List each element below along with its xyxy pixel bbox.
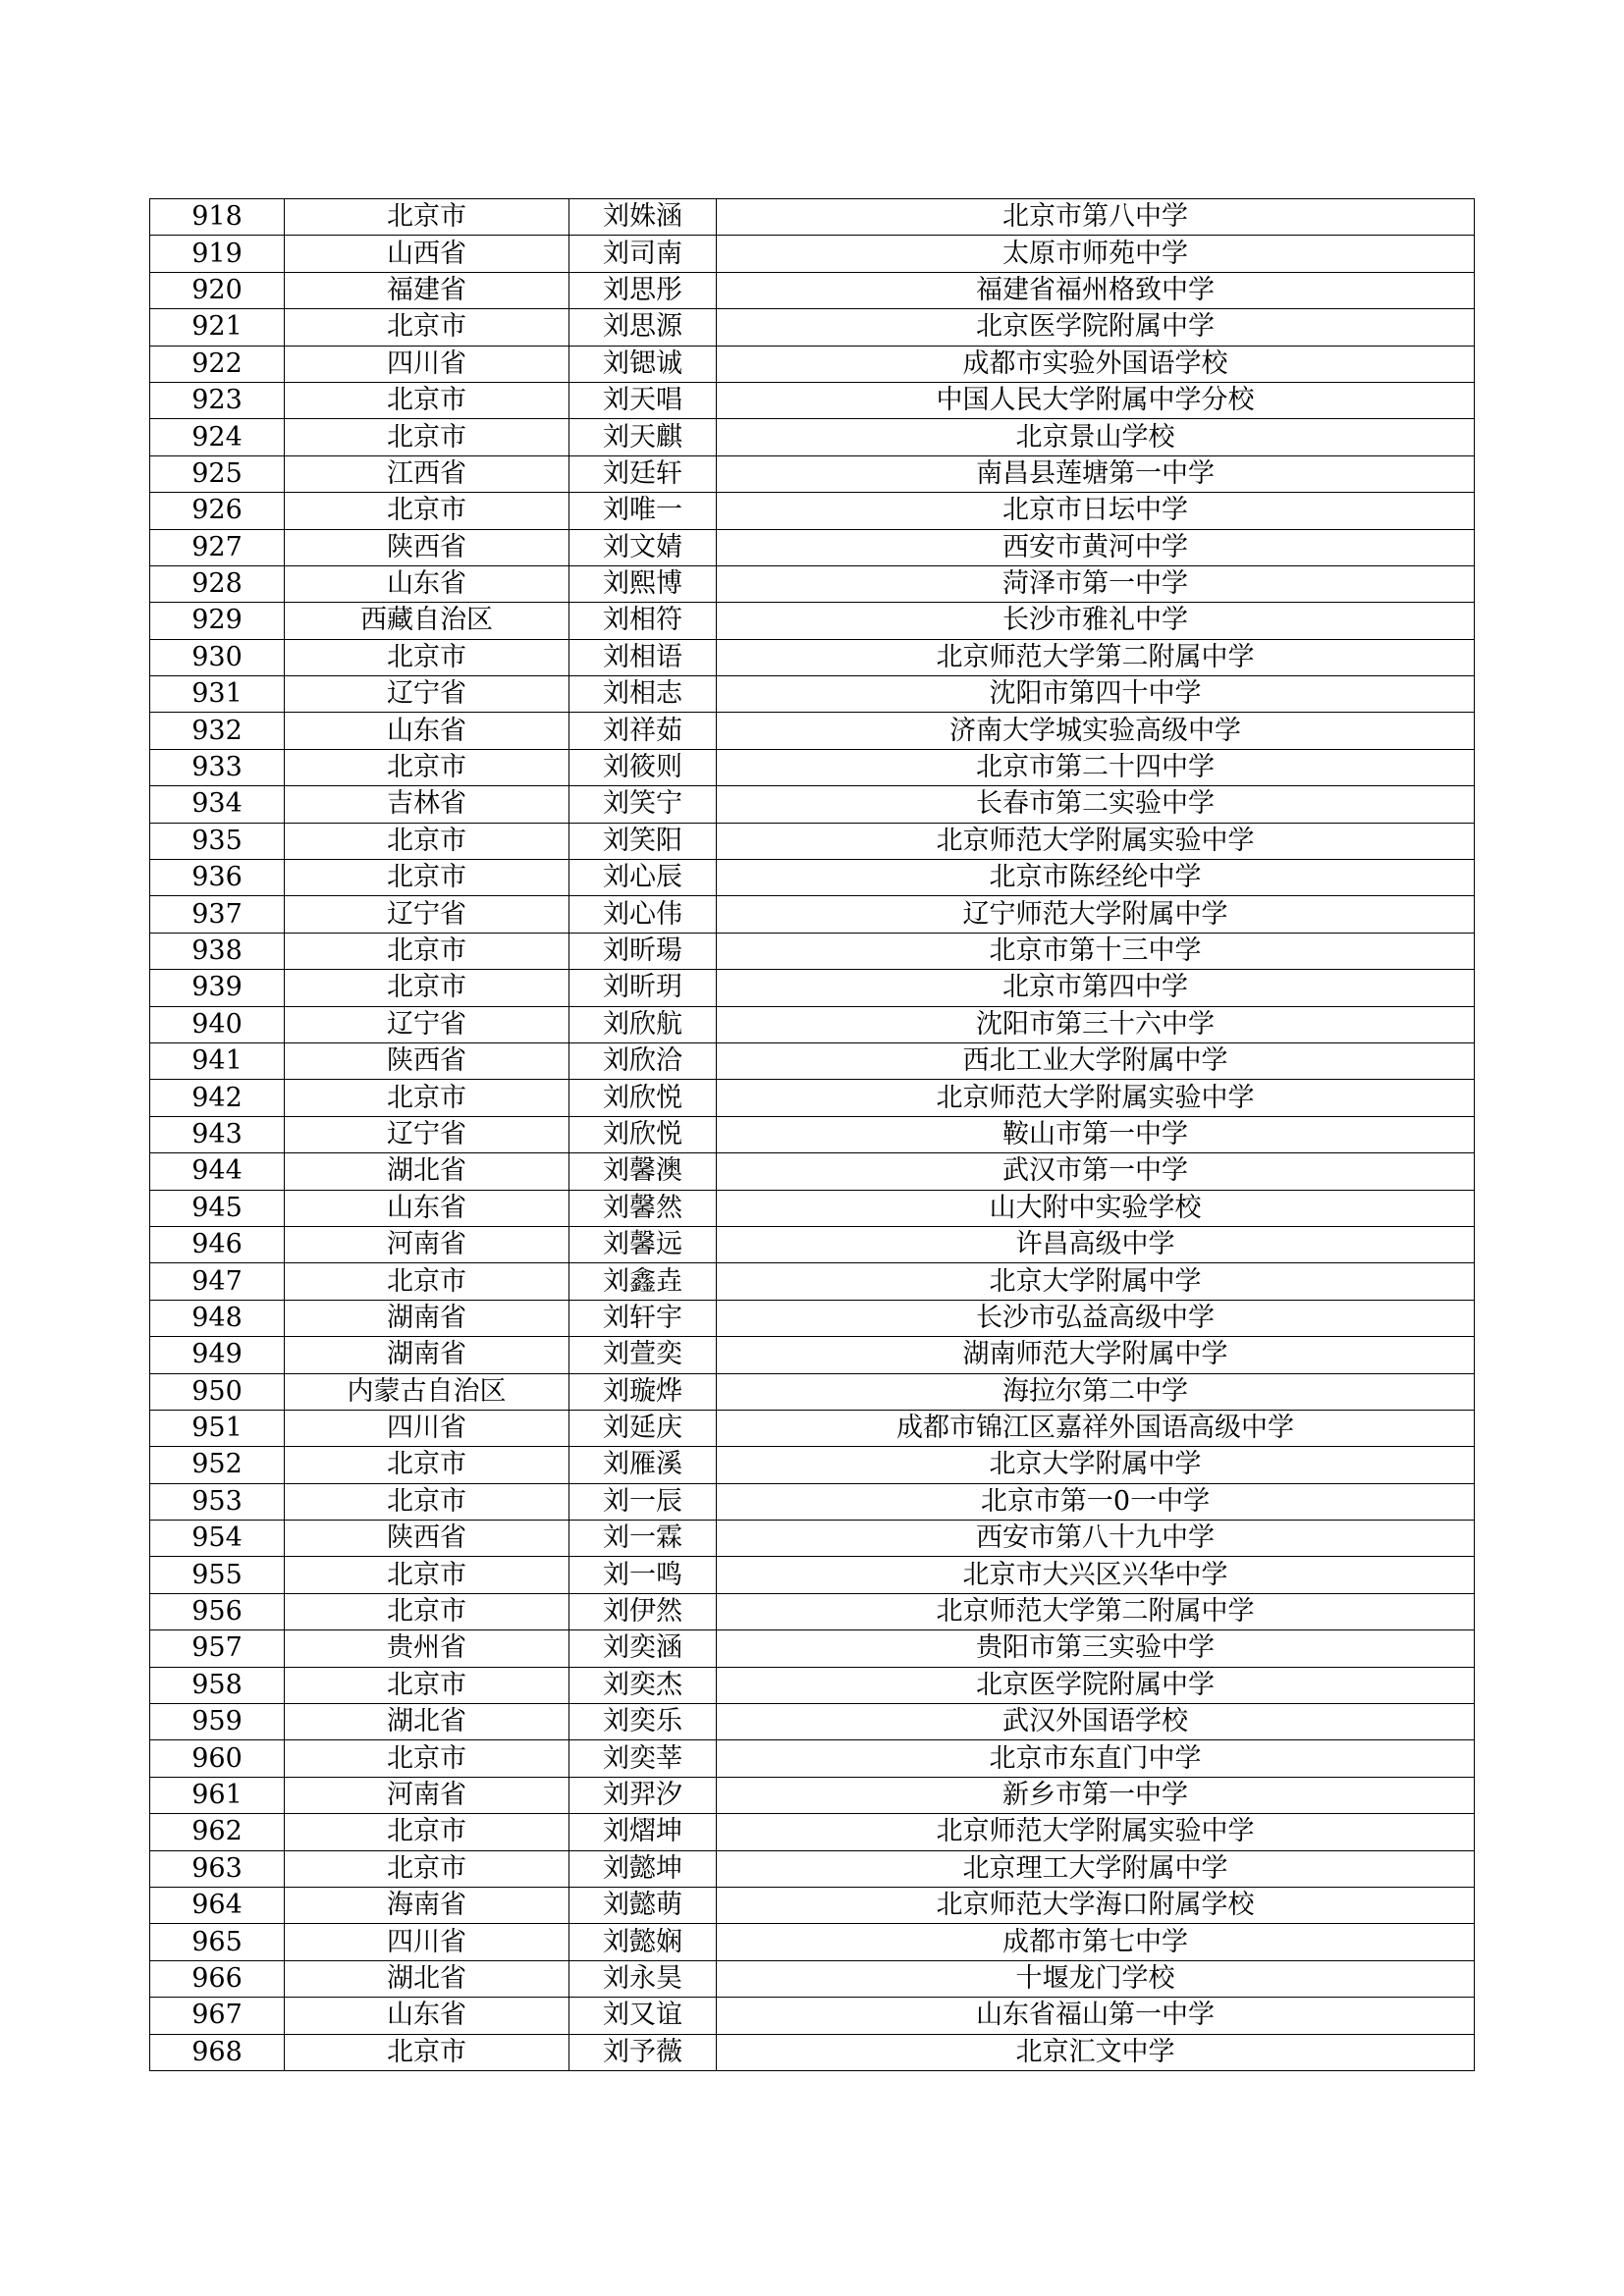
school-cell: 西安市第八十九中学 [717, 1521, 1475, 1557]
province-cell: 北京市 [285, 419, 569, 455]
province-cell: 辽宁省 [285, 1116, 569, 1152]
school-cell: 辽宁师范大学附属中学 [717, 896, 1475, 933]
student-name-cell: 刘懿坤 [569, 1850, 717, 1887]
student-name-cell: 刘一霖 [569, 1521, 717, 1557]
table-row [150, 1593, 1475, 1629]
row-number-cell: 923 [150, 382, 285, 418]
province-cell: 北京市 [285, 1557, 569, 1593]
row-number-cell: 930 [150, 639, 285, 675]
province-cell: 河南省 [285, 1777, 569, 1813]
student-name-cell: 刘昕玥 [569, 970, 717, 1006]
school-cell: 贵阳市第三实验中学 [717, 1630, 1475, 1667]
student-name-cell: 刘又谊 [569, 1998, 717, 2034]
row-number-cell: 918 [150, 199, 285, 236]
table-row [150, 1557, 1475, 1593]
student-name-cell: 刘永昊 [569, 1960, 717, 1997]
row-number-cell: 926 [150, 493, 285, 529]
table-row [150, 823, 1475, 859]
school-cell: 南昌县莲塘第一中学 [717, 455, 1475, 492]
table-row [150, 1521, 1475, 1557]
table-row [150, 1704, 1475, 1740]
student-name-cell: 刘奕莘 [569, 1740, 717, 1777]
table-row [150, 1006, 1475, 1042]
school-cell: 长春市第二实验中学 [717, 786, 1475, 823]
row-number-cell: 957 [150, 1630, 285, 1667]
student-name-cell: 刘天麒 [569, 419, 717, 455]
table-row [150, 749, 1475, 785]
row-number-cell: 953 [150, 1483, 285, 1520]
table-row [150, 970, 1475, 1006]
school-cell: 武汉市第一中学 [717, 1153, 1475, 1190]
table-row [150, 1924, 1475, 1960]
province-cell: 北京市 [285, 1483, 569, 1520]
school-cell: 太原市师苑中学 [717, 236, 1475, 272]
table-row [150, 1447, 1475, 1483]
table-row [150, 493, 1475, 529]
school-cell: 北京市陈经纶中学 [717, 860, 1475, 896]
province-cell: 北京市 [285, 382, 569, 418]
row-number-cell: 927 [150, 529, 285, 565]
province-cell: 北京市 [285, 1850, 569, 1887]
table-row [150, 272, 1475, 308]
school-cell: 北京师范大学附属实验中学 [717, 1080, 1475, 1116]
table-row [150, 382, 1475, 418]
school-cell: 北京市第四中学 [717, 970, 1475, 1006]
row-number-cell: 938 [150, 933, 285, 969]
table-row [150, 309, 1475, 346]
province-cell: 北京市 [285, 1667, 569, 1703]
student-name-cell: 刘雁溪 [569, 1447, 717, 1483]
row-number-cell: 947 [150, 1263, 285, 1300]
province-cell: 西藏自治区 [285, 603, 569, 639]
row-number-cell: 962 [150, 1814, 285, 1850]
table-row [150, 529, 1475, 565]
roster-table-body [150, 199, 1475, 2071]
row-number-cell: 934 [150, 786, 285, 823]
province-cell: 北京市 [285, 639, 569, 675]
province-cell: 湖北省 [285, 1153, 569, 1190]
row-number-cell: 965 [150, 1924, 285, 1960]
school-cell: 新乡市第一中学 [717, 1777, 1475, 1813]
student-name-cell: 刘伊然 [569, 1593, 717, 1629]
school-cell: 北京市第二十四中学 [717, 749, 1475, 785]
row-number-cell: 948 [150, 1300, 285, 1336]
row-number-cell: 945 [150, 1190, 285, 1226]
table-row [150, 933, 1475, 969]
province-cell: 湖北省 [285, 1704, 569, 1740]
province-cell: 北京市 [285, 199, 569, 236]
student-name-cell: 刘轩宇 [569, 1300, 717, 1336]
student-name-cell: 刘延庆 [569, 1410, 717, 1446]
province-cell: 辽宁省 [285, 676, 569, 713]
province-cell: 湖南省 [285, 1337, 569, 1373]
school-cell: 北京市第一0一中学 [717, 1483, 1475, 1520]
table-row [150, 1153, 1475, 1190]
table-row [150, 639, 1475, 675]
row-number-cell: 939 [150, 970, 285, 1006]
table-row [150, 1226, 1475, 1262]
row-number-cell: 961 [150, 1777, 285, 1813]
student-name-cell: 刘唯一 [569, 493, 717, 529]
school-cell: 北京市第八中学 [717, 199, 1475, 236]
table-row [150, 565, 1475, 602]
table-row [150, 1373, 1475, 1410]
table-row [150, 1960, 1475, 1997]
row-number-cell: 946 [150, 1226, 285, 1262]
table-row [150, 713, 1475, 749]
table-row [150, 1667, 1475, 1703]
school-cell: 北京师范大学附属实验中学 [717, 1814, 1475, 1850]
school-cell: 北京汇文中学 [717, 2034, 1475, 2070]
row-number-cell: 937 [150, 896, 285, 933]
row-number-cell: 933 [150, 749, 285, 785]
row-number-cell: 958 [150, 1667, 285, 1703]
student-name-cell: 刘心伟 [569, 896, 717, 933]
province-cell: 北京市 [285, 933, 569, 969]
student-name-cell: 刘欣航 [569, 1006, 717, 1042]
school-cell: 十堰龙门学校 [717, 1960, 1475, 1997]
row-number-cell: 941 [150, 1042, 285, 1079]
student-name-cell: 刘心辰 [569, 860, 717, 896]
row-number-cell: 936 [150, 860, 285, 896]
row-number-cell: 921 [150, 309, 285, 346]
student-name-cell: 刘天唱 [569, 382, 717, 418]
student-name-cell: 刘馨澳 [569, 1153, 717, 1190]
row-number-cell: 944 [150, 1153, 285, 1190]
province-cell: 北京市 [285, 970, 569, 1006]
school-cell: 成都市实验外国语学校 [717, 346, 1475, 382]
row-number-cell: 960 [150, 1740, 285, 1777]
table-row [150, 1042, 1475, 1079]
row-number-cell: 942 [150, 1080, 285, 1116]
province-cell: 山东省 [285, 1998, 569, 2034]
province-cell: 贵州省 [285, 1630, 569, 1667]
table-row [150, 1116, 1475, 1152]
table-row [150, 346, 1475, 382]
province-cell: 北京市 [285, 493, 569, 529]
student-name-cell: 刘予薇 [569, 2034, 717, 2070]
table-row [150, 1337, 1475, 1373]
province-cell: 吉林省 [285, 786, 569, 823]
student-name-cell: 刘熙博 [569, 565, 717, 602]
student-name-cell: 刘相符 [569, 603, 717, 639]
school-cell: 北京市东直门中学 [717, 1740, 1475, 1777]
student-name-cell: 刘一辰 [569, 1483, 717, 1520]
student-name-cell: 刘懿萌 [569, 1887, 717, 1923]
school-cell: 北京师范大学海口附属学校 [717, 1887, 1475, 1923]
school-cell: 海拉尔第二中学 [717, 1373, 1475, 1410]
school-cell: 北京师范大学第二附属中学 [717, 639, 1475, 675]
student-name-cell: 刘羿汐 [569, 1777, 717, 1813]
school-cell: 北京理工大学附属中学 [717, 1850, 1475, 1887]
school-cell: 北京市第十三中学 [717, 933, 1475, 969]
student-name-cell: 刘昕瑒 [569, 933, 717, 969]
school-cell: 北京师范大学第二附属中学 [717, 1593, 1475, 1629]
school-cell: 长沙市雅礼中学 [717, 603, 1475, 639]
row-number-cell: 943 [150, 1116, 285, 1152]
student-name-cell: 刘祥茹 [569, 713, 717, 749]
province-cell: 北京市 [285, 1814, 569, 1850]
student-name-cell: 刘思源 [569, 309, 717, 346]
province-cell: 北京市 [285, 1593, 569, 1629]
row-number-cell: 929 [150, 603, 285, 639]
province-cell: 北京市 [285, 1447, 569, 1483]
table-row [150, 860, 1475, 896]
table-row [150, 199, 1475, 236]
student-name-cell: 刘奕乐 [569, 1704, 717, 1740]
row-number-cell: 963 [150, 1850, 285, 1887]
table-row [150, 1740, 1475, 1777]
row-number-cell: 951 [150, 1410, 285, 1446]
table-row [150, 419, 1475, 455]
student-name-cell: 刘欣悦 [569, 1116, 717, 1152]
province-cell: 北京市 [285, 749, 569, 785]
school-cell: 北京医学院附属中学 [717, 1667, 1475, 1703]
student-name-cell: 刘文婧 [569, 529, 717, 565]
school-cell: 鞍山市第一中学 [717, 1116, 1475, 1152]
school-cell: 中国人民大学附属中学分校 [717, 382, 1475, 418]
row-number-cell: 935 [150, 823, 285, 859]
row-number-cell: 940 [150, 1006, 285, 1042]
row-number-cell: 966 [150, 1960, 285, 1997]
school-cell: 武汉外国语学校 [717, 1704, 1475, 1740]
table-row [150, 676, 1475, 713]
row-number-cell: 932 [150, 713, 285, 749]
table-row [150, 1080, 1475, 1116]
table-row [150, 1777, 1475, 1813]
student-name-cell: 刘馨远 [569, 1226, 717, 1262]
school-cell: 西安市黄河中学 [717, 529, 1475, 565]
student-name-cell: 刘欣悦 [569, 1080, 717, 1116]
province-cell: 湖北省 [285, 1960, 569, 1997]
student-name-cell: 刘笑宁 [569, 786, 717, 823]
table-row [150, 1300, 1475, 1336]
province-cell: 四川省 [285, 1410, 569, 1446]
table-row [150, 236, 1475, 272]
student-name-cell: 刘锶诚 [569, 346, 717, 382]
province-cell: 四川省 [285, 346, 569, 382]
school-cell: 沈阳市第四十中学 [717, 676, 1475, 713]
school-cell: 福建省福州格致中学 [717, 272, 1475, 308]
province-cell: 北京市 [285, 1740, 569, 1777]
province-cell: 四川省 [285, 1924, 569, 1960]
school-cell: 济南大学城实验高级中学 [717, 713, 1475, 749]
table-row [150, 1410, 1475, 1446]
row-number-cell: 928 [150, 565, 285, 602]
school-cell: 菏泽市第一中学 [717, 565, 1475, 602]
province-cell: 内蒙古自治区 [285, 1373, 569, 1410]
student-name-cell: 刘廷轩 [569, 455, 717, 492]
province-cell: 陕西省 [285, 1521, 569, 1557]
school-cell: 沈阳市第三十六中学 [717, 1006, 1475, 1042]
province-cell: 山东省 [285, 1190, 569, 1226]
row-number-cell: 949 [150, 1337, 285, 1373]
province-cell: 山东省 [285, 713, 569, 749]
school-cell: 山大附中实验学校 [717, 1190, 1475, 1226]
student-name-cell: 刘鑫垚 [569, 1263, 717, 1300]
table-row [150, 1190, 1475, 1226]
student-name-cell: 刘懿娴 [569, 1924, 717, 1960]
province-cell: 北京市 [285, 1080, 569, 1116]
student-name-cell: 刘相志 [569, 676, 717, 713]
table-row [150, 1850, 1475, 1887]
province-cell: 陕西省 [285, 1042, 569, 1079]
row-number-cell: 959 [150, 1704, 285, 1740]
student-name-cell: 刘奕涵 [569, 1630, 717, 1667]
table-row [150, 1887, 1475, 1923]
school-cell: 山东省福山第一中学 [717, 1998, 1475, 2034]
school-cell: 北京市日坛中学 [717, 493, 1475, 529]
student-name-cell: 刘萱奕 [569, 1337, 717, 1373]
student-name-cell: 刘相语 [569, 639, 717, 675]
student-name-cell: 刘筱则 [569, 749, 717, 785]
table-row [150, 455, 1475, 492]
school-cell: 北京大学附属中学 [717, 1447, 1475, 1483]
school-cell: 湖南师范大学附属中学 [717, 1337, 1475, 1373]
province-cell: 陕西省 [285, 529, 569, 565]
row-number-cell: 968 [150, 2034, 285, 2070]
roster-table [149, 198, 1475, 2071]
school-cell: 许昌高级中学 [717, 1226, 1475, 1262]
row-number-cell: 920 [150, 272, 285, 308]
row-number-cell: 922 [150, 346, 285, 382]
school-cell: 成都市锦江区嘉祥外国语高级中学 [717, 1410, 1475, 1446]
table-row [150, 1998, 1475, 2034]
row-number-cell: 967 [150, 1998, 285, 2034]
province-cell: 江西省 [285, 455, 569, 492]
student-name-cell: 刘思彤 [569, 272, 717, 308]
province-cell: 北京市 [285, 823, 569, 859]
province-cell: 福建省 [285, 272, 569, 308]
student-name-cell: 刘欣洽 [569, 1042, 717, 1079]
school-cell: 北京市大兴区兴华中学 [717, 1557, 1475, 1593]
province-cell: 北京市 [285, 860, 569, 896]
table-row [150, 1814, 1475, 1850]
table-row [150, 786, 1475, 823]
province-cell: 山西省 [285, 236, 569, 272]
school-cell: 成都市第七中学 [717, 1924, 1475, 1960]
student-name-cell: 刘笑阳 [569, 823, 717, 859]
province-cell: 北京市 [285, 309, 569, 346]
row-number-cell: 950 [150, 1373, 285, 1410]
table-row [150, 2034, 1475, 2070]
row-number-cell: 955 [150, 1557, 285, 1593]
row-number-cell: 952 [150, 1447, 285, 1483]
table-row [150, 1483, 1475, 1520]
province-cell: 北京市 [285, 2034, 569, 2070]
student-name-cell: 刘奕杰 [569, 1667, 717, 1703]
table-row [150, 1630, 1475, 1667]
province-cell: 北京市 [285, 1263, 569, 1300]
province-cell: 辽宁省 [285, 896, 569, 933]
row-number-cell: 964 [150, 1887, 285, 1923]
province-cell: 湖南省 [285, 1300, 569, 1336]
row-number-cell: 954 [150, 1521, 285, 1557]
table-row [150, 896, 1475, 933]
row-number-cell: 956 [150, 1593, 285, 1629]
table-row [150, 1263, 1475, 1300]
row-number-cell: 919 [150, 236, 285, 272]
student-name-cell: 刘璇烨 [569, 1373, 717, 1410]
school-cell: 西北工业大学附属中学 [717, 1042, 1475, 1079]
province-cell: 河南省 [285, 1226, 569, 1262]
student-name-cell: 刘馨然 [569, 1190, 717, 1226]
row-number-cell: 925 [150, 455, 285, 492]
province-cell: 辽宁省 [285, 1006, 569, 1042]
province-cell: 海南省 [285, 1887, 569, 1923]
student-name-cell: 刘一鸣 [569, 1557, 717, 1593]
student-name-cell: 刘姝涵 [569, 199, 717, 236]
table-row [150, 603, 1475, 639]
school-cell: 北京医学院附属中学 [717, 309, 1475, 346]
school-cell: 北京师范大学附属实验中学 [717, 823, 1475, 859]
row-number-cell: 931 [150, 676, 285, 713]
school-cell: 长沙市弘益高级中学 [717, 1300, 1475, 1336]
student-name-cell: 刘熠坤 [569, 1814, 717, 1850]
student-name-cell: 刘司南 [569, 236, 717, 272]
row-number-cell: 924 [150, 419, 285, 455]
school-cell: 北京大学附属中学 [717, 1263, 1475, 1300]
school-cell: 北京景山学校 [717, 419, 1475, 455]
province-cell: 山东省 [285, 565, 569, 602]
